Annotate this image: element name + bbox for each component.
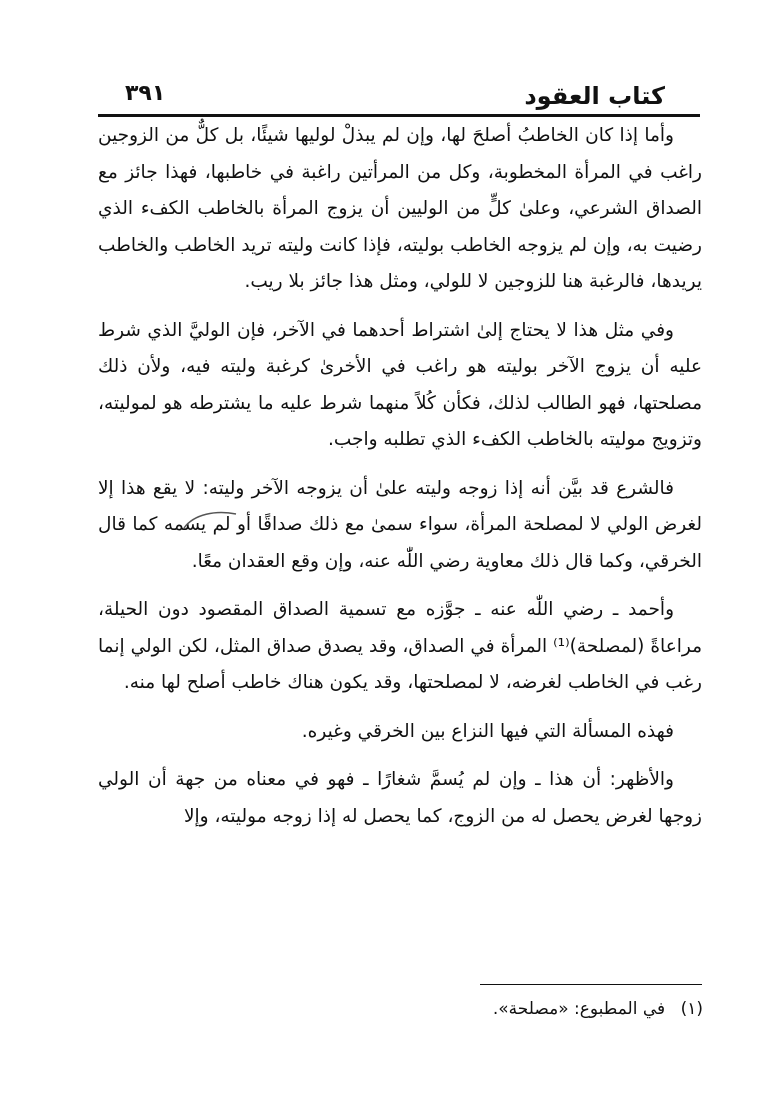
page-number: ٣٩١ [125, 81, 166, 106]
footnote-text: في المطبوع: «مصلحة». [492, 999, 666, 1019]
paragraph-5: فهذه المسألة التي فيها النزاع بين الخرقي وغيره. [301, 720, 674, 742]
paragraph-3: فالشرع قد بيَّن أنه إذا زوجه وليته علىٰ أن يزوجه الآخر وليته: لا يقع هذا إلا لغرض الولي لا لمصلحة المرأة، سواء سمىٰ مع ذلك صداقًا أو لم يسمه كما قال الخرقي، وكما قال ذلك معاوية رضي اللّٰه عنه، وإن وقع العقدان معًا. [98, 477, 702, 572]
footnote-marker: (١) [680, 999, 703, 1019]
paragraph-6: والأظهر: أن هذا ـ وإن لم يُسمَّ شغارًا ـ فهو في معناه من جهة أن الولي زوجها لغرض يحصل له من الزوج، كما يحصل له إذا زوجه موليته، وإلا [98, 769, 702, 827]
footnote [99, 996, 703, 1022]
paragraph-4: وأحمد ـ رضي اللّٰه عنه ـ جوَّزه مع تسمية الصداق المقصود دون الحيلة، مراعاةً (لمصلحة)⁽¹⁾ المرأة في الصداق، وقد يصدق صداق المثل، لكن الولي إنما رغب في الخاطب لغرضه، لا لمصلحتها، وقد يكون هناك خاطب أصلح لها منه. [98, 599, 702, 693]
paragraph-1: وأما إذا كان الخاطبُ أصلحَ لها، وإن لم يبذلْ لوليها شيئًا، بل كلٌّ من الزوجين راغب في المرأة المخطوبة، وكل من المرأتين راغبة في خاطبها، فهذا جائز مع الصداق الشرعي، وعلىٰ كلٍّ من الوليين أن يزوج المرأة بالخاطب الكفء الذي رضيت به، وإن لم يزوجه الخاطب بوليته، فإذا كانت وليته تريد الخاطب والخاطب يريدها، فالرغبة هنا للزوجين لا للولي، ومثل هذا جائز بلا ريب. [98, 125, 702, 292]
paragraph-2: وفي مثل هذا لا يحتاج إلىٰ اشتراط أحدهما في الآخر، فإن الوليَّ الذي شرط عليه أن يزوج الآخر بوليته هو راغب في الأخرىٰ كرغبة وليته فيه، ولأن ذلك مصلحتها، فهو الطالب لذلك، فكأن كُلاً منهما شرط عليه ما يشترطه هو لموليته، وتزويج موليته بالخاطب الكفء الذي تطلبه واجب. [98, 319, 702, 450]
footnote-separator [480, 984, 702, 985]
main-text-block [98, 118, 702, 847]
header-rule [98, 114, 700, 117]
running-header-title: كتاب العقود [524, 82, 665, 110]
margin-mark [180, 506, 240, 534]
